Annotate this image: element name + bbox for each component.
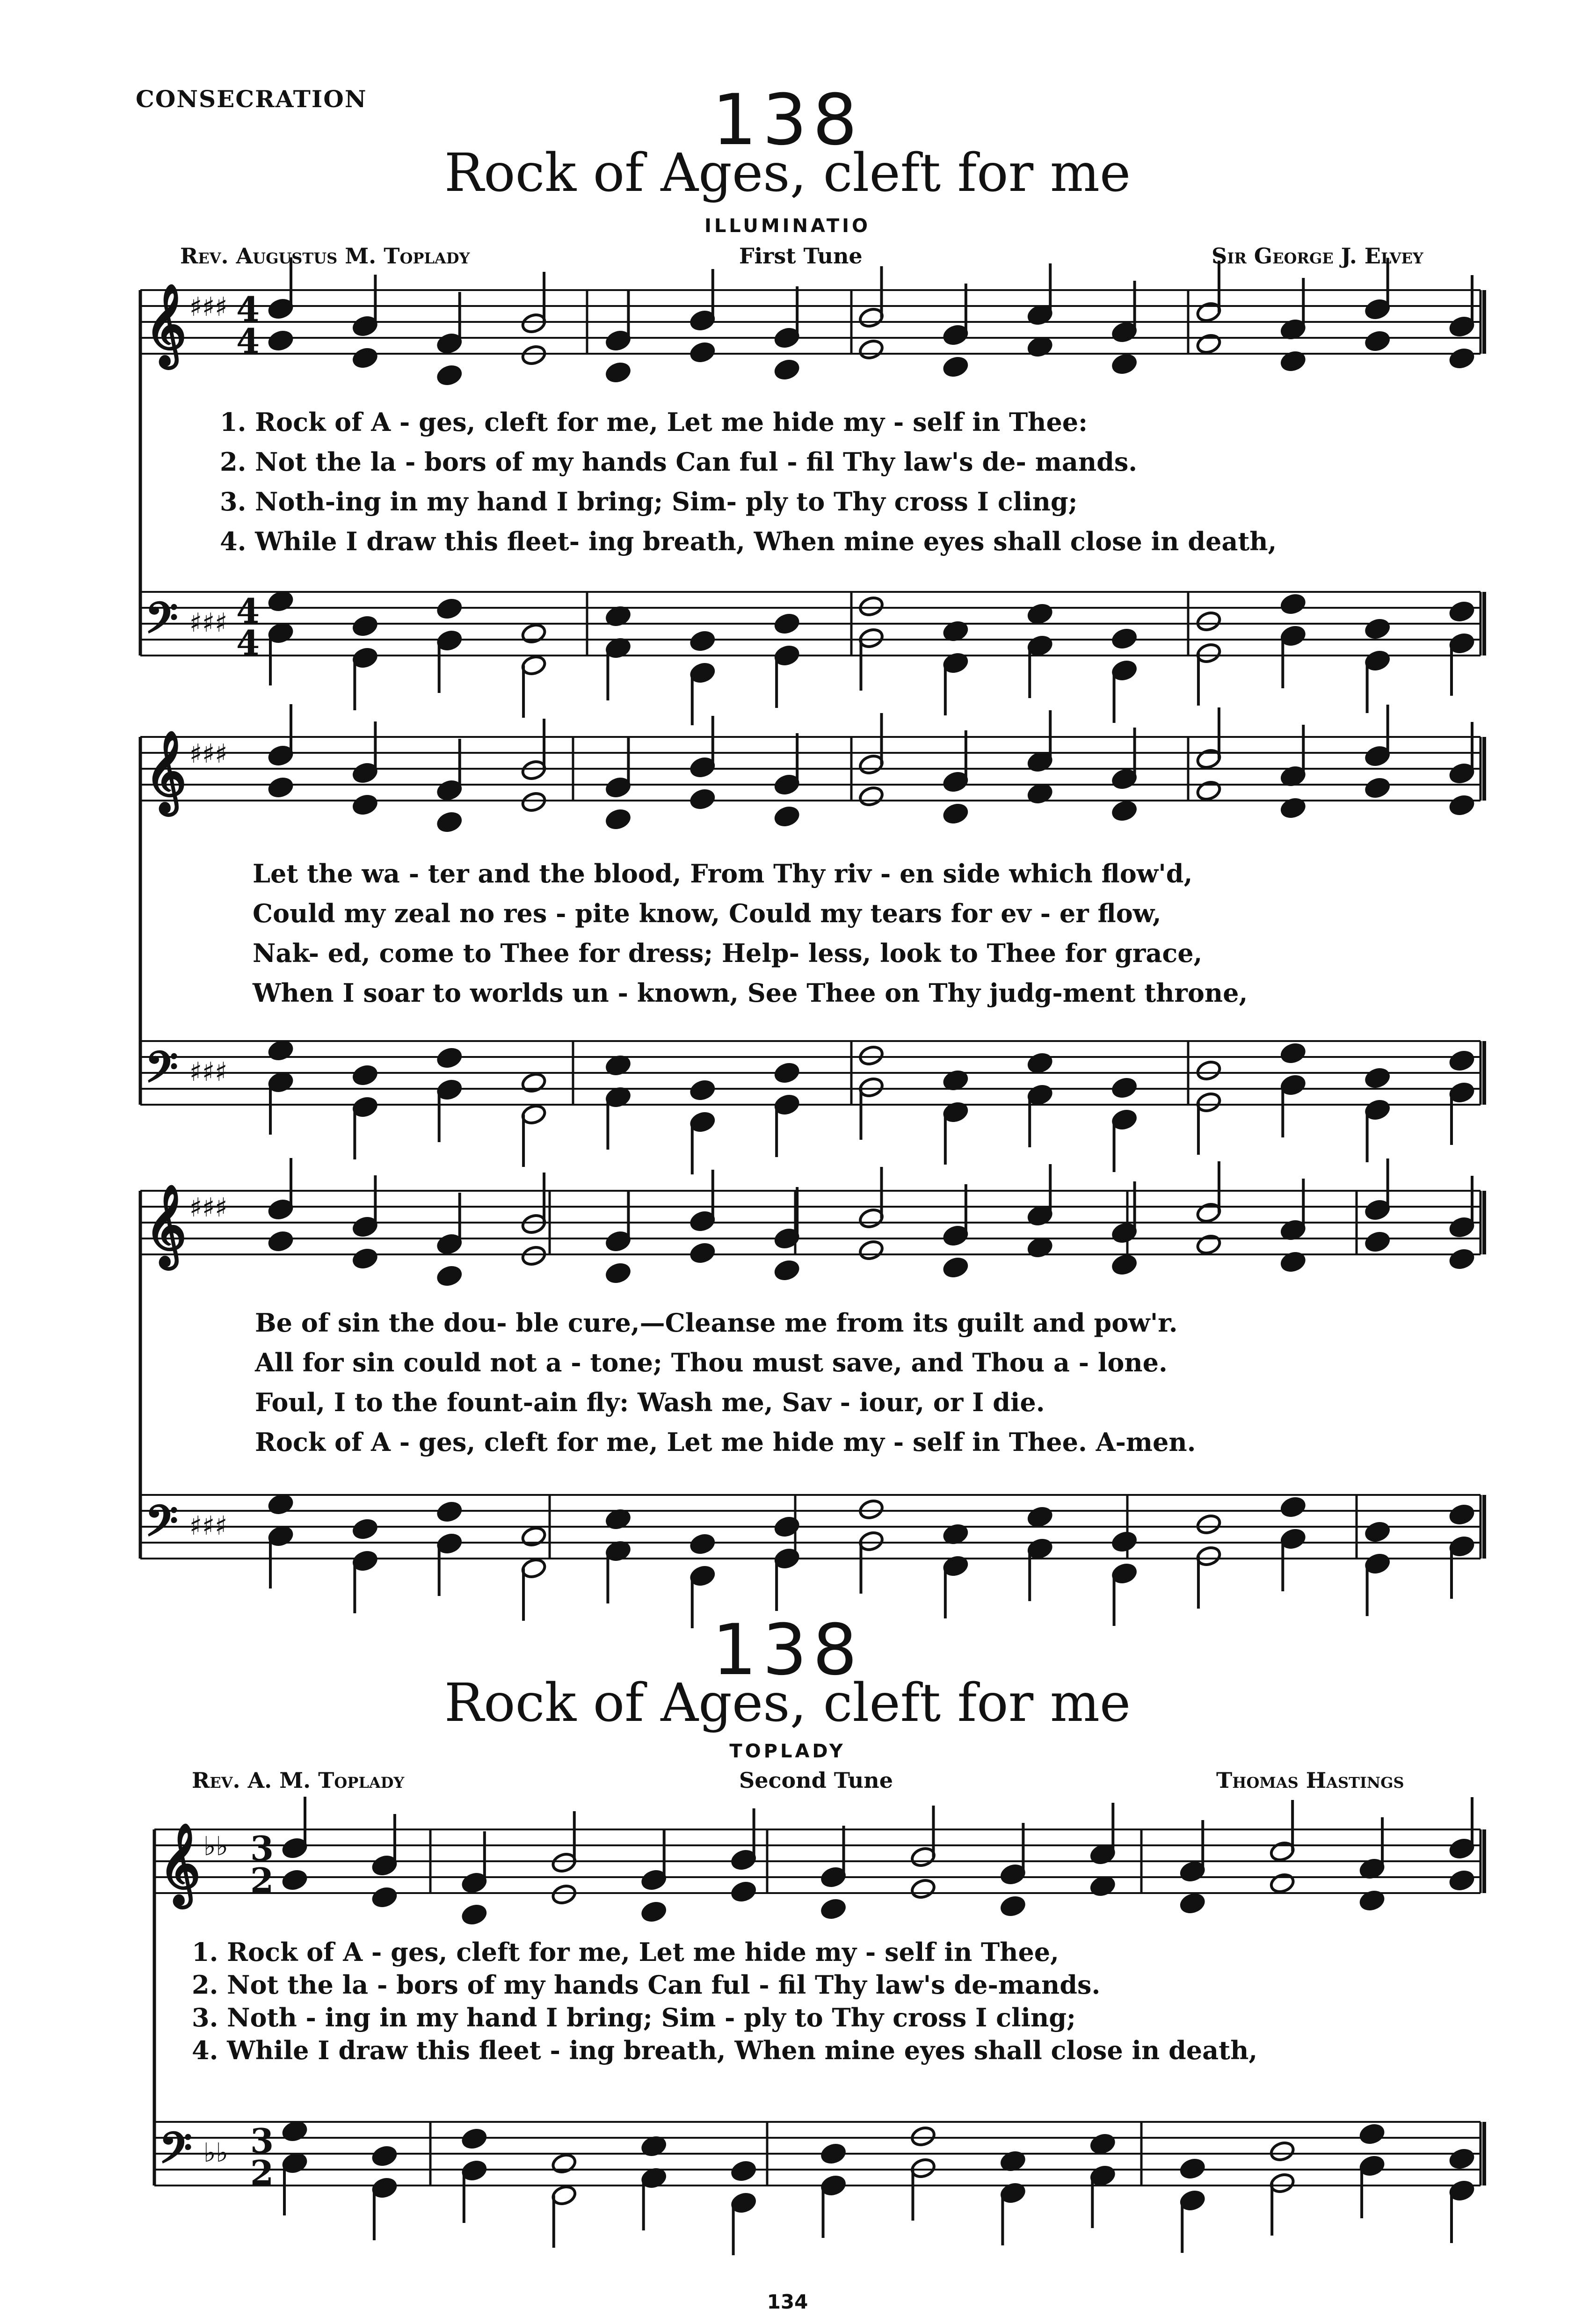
note-head [436, 1265, 463, 1287]
note-head [551, 2152, 577, 2175]
note-head [268, 590, 294, 612]
note-head [1027, 603, 1053, 625]
music-glyph: ♯♯♯ [189, 607, 228, 638]
note-head [436, 364, 463, 386]
note-head [436, 1047, 463, 1069]
music-glyph: 2 [250, 1860, 274, 1900]
note-head [1364, 1067, 1391, 1089]
music-glyph: 𝄢 [145, 1042, 178, 1102]
note-head [1089, 2133, 1116, 2155]
music-glyph: ♯♯♯ [189, 291, 228, 322]
note-head [858, 338, 885, 361]
verse-line: When I soar to worlds un - known, See Thee on Thy judg-ment throne, [253, 978, 1248, 1008]
note-head [352, 347, 378, 369]
note-head [774, 1259, 800, 1282]
note-head [1111, 800, 1138, 822]
music-glyph: 𝄞 [145, 1184, 187, 1266]
note-head [521, 622, 547, 645]
note-head [1111, 627, 1138, 650]
verse-line: 4. While I draw this fleet- ing breath, When mine eyes shall close in death, [220, 526, 1277, 556]
note-head [858, 1239, 885, 1261]
note-head [689, 341, 716, 364]
note-head [1449, 2148, 1475, 2170]
note-head [605, 1262, 631, 1284]
verse-line: 1. Rock of A - ges, cleft for me, Let me hide my - self in Thee, [192, 1937, 1059, 1967]
note-head [1364, 1521, 1391, 1543]
note-head [1196, 1059, 1222, 1082]
note-head [268, 776, 294, 799]
section-label: CONSECRATION [136, 85, 367, 113]
note-head [689, 788, 716, 810]
hymn-number-second: 138 [712, 1610, 863, 1691]
note-head [1364, 330, 1391, 352]
note-head [820, 2142, 847, 2165]
note-head [774, 1062, 800, 1084]
note-head [689, 630, 716, 652]
note-head [282, 1869, 308, 1891]
note-head [1449, 1049, 1475, 1072]
note-head [521, 1071, 547, 1094]
tune-label-second: Second Tune [739, 1768, 893, 1793]
note-head [352, 1518, 378, 1540]
note-head [640, 1901, 667, 1923]
note-head [858, 595, 885, 618]
music-glyph: ♯♯♯ [189, 1056, 228, 1087]
verse-line: 4. While I draw this fleet - ing breath, When mine eyes shall close in death, [192, 2035, 1258, 2065]
note-head [1280, 1042, 1306, 1064]
music-glyph: ♯♯♯ [189, 738, 228, 769]
note-head [1111, 353, 1138, 375]
verse-line: Rock of A - ges, cleft for me, Let me hide my - self in Thee. A-men. [255, 1427, 1196, 1457]
note-head [605, 361, 631, 384]
note-head [774, 612, 800, 635]
note-head [858, 1498, 885, 1521]
note-head [858, 1044, 885, 1067]
music-glyph: 𝄞 [145, 283, 187, 365]
verse-line: 2. Not the la - bors of my hands Can ful - fil Thy law's de- mands. [220, 447, 1138, 477]
note-head [371, 2145, 398, 2167]
note-head [1364, 777, 1391, 799]
note-head [268, 1039, 294, 1062]
note-head [1269, 2140, 1296, 2163]
note-head [1179, 1892, 1206, 1915]
verse-line: Be of sin the dou- ble cure,—Cleanse me from its guilt and pow'r. [255, 1308, 1178, 1338]
note-head [352, 1064, 378, 1086]
music-glyph: ♯♯♯ [189, 1510, 228, 1541]
note-head [1196, 610, 1222, 633]
music-glyph: 4 [236, 591, 260, 631]
note-head [820, 1898, 847, 1920]
note-head [730, 2160, 757, 2182]
verse-line: 3. Noth - ing in my hand I bring; Sim - ply to Thy cross I cling; [192, 2003, 1076, 2033]
tune-label: First Tune [739, 243, 863, 269]
note-head [1449, 347, 1475, 370]
music-glyph: 𝄞 [145, 730, 187, 812]
note-head [858, 785, 885, 808]
note-head [1027, 1052, 1053, 1074]
note-head [910, 1878, 936, 1900]
verse-line: 1. Rock of A - ges, cleft for me, Let me hide my - self in Thee: [220, 407, 1088, 437]
note-head [461, 2127, 487, 2150]
note-head [689, 1242, 716, 1264]
note-head [282, 2120, 308, 2142]
note-head [1111, 1530, 1138, 1553]
note-head [774, 805, 800, 828]
music-glyph: 3 [250, 2121, 274, 2161]
note-head [942, 802, 969, 825]
note-head [1179, 2157, 1206, 2180]
note-head [436, 1501, 463, 1523]
note-head [1196, 1513, 1222, 1536]
note-head [1359, 2123, 1386, 2145]
music-glyph: 4 [236, 321, 260, 361]
note-head [461, 1903, 487, 1926]
note-head [268, 329, 294, 352]
page-number: 134 [767, 2290, 808, 2313]
tune-name-second: TOPLADY [729, 1741, 846, 1762]
hymn-title: Rock of Ages, cleft for me [444, 143, 1131, 204]
note-head [910, 2125, 936, 2148]
note-head [1280, 593, 1306, 615]
verse-line: Could my zeal no res - pite know, Could my tears for ev - er flow, [253, 898, 1161, 928]
note-head [436, 811, 463, 833]
music-glyph: 4 [236, 623, 260, 663]
tune-name: ILLUMINATIO [704, 215, 871, 237]
note-head [1196, 1233, 1222, 1256]
note-head [1449, 1869, 1475, 1892]
verse-line: All for sin could not a - tone; Thou must save, and Thou a - lone. [255, 1348, 1168, 1377]
hymn-number: 138 [712, 80, 863, 161]
note-head [942, 1256, 969, 1279]
music-glyph: 𝄢 [145, 1496, 178, 1556]
verse-line: 3. Noth-ing in my hand I bring; Sim- ply to Thy cross I cling; [220, 487, 1078, 517]
note-head [1027, 1506, 1053, 1528]
verse-line: 2. Not the la - bors of my hands Can ful - fil Thy law's de-mands. [192, 1970, 1101, 2000]
music-glyph: 2 [250, 2153, 274, 2193]
music-glyph: 3 [250, 1829, 274, 1868]
note-head [774, 358, 800, 381]
note-head [1196, 333, 1222, 355]
note-head [521, 344, 547, 366]
note-head [521, 791, 547, 813]
note-head [605, 808, 631, 831]
note-head [352, 615, 378, 637]
note-head [1269, 1872, 1296, 1894]
note-head [551, 1883, 577, 1906]
composer-credit: Sir George J. Elvey [1212, 243, 1423, 269]
note-head [1449, 794, 1475, 816]
note-head [1449, 1503, 1475, 1526]
note-head [1000, 1895, 1026, 1917]
note-head [436, 597, 463, 620]
note-head [689, 1533, 716, 1555]
note-head [1364, 618, 1391, 640]
music-glyph: ♭♭ [203, 1831, 228, 1862]
note-head [1111, 1253, 1138, 1276]
note-head [1111, 1077, 1138, 1099]
note-head [730, 1880, 757, 1903]
composer-credit-second: Thomas Hastings [1216, 1768, 1404, 1793]
note-head [352, 1247, 378, 1270]
note-head [268, 1493, 294, 1515]
verse-line: Nak- ed, come to Thee for dress; Help- less, look to Thee for grace, [253, 938, 1203, 968]
note-head [1449, 1248, 1475, 1270]
music-glyph: 4 [236, 289, 260, 329]
note-head [942, 356, 969, 378]
note-head [521, 1525, 547, 1548]
note-head [1196, 780, 1222, 802]
note-head [352, 794, 378, 816]
note-head [1280, 1496, 1306, 1518]
note-head [371, 1886, 398, 1909]
author-credit-second: Rev. A. M. Toplady [192, 1768, 405, 1793]
note-head [689, 1079, 716, 1101]
verse-line: Let the wa - ter and the blood, From Thy riv - en side which flow'd, [253, 859, 1193, 889]
note-head [1364, 1231, 1391, 1253]
music-glyph: 𝄢 [159, 2123, 192, 2183]
note-head [521, 1245, 547, 1267]
music-glyph: ♭♭ [203, 2137, 228, 2168]
note-head [1449, 600, 1475, 623]
hymn-title-second: Rock of Ages, cleft for me [444, 1673, 1131, 1734]
music-glyph: 𝄞 [159, 1822, 201, 1905]
note-head [268, 1230, 294, 1253]
music-glyph: ♯♯♯ [189, 1192, 228, 1223]
author-credit: Rev. Augustus M. Toplady [180, 243, 470, 269]
verse-line: Foul, I to the fount-ain fly: Wash me, Sav - iour, or I die. [255, 1387, 1045, 1417]
music-glyph: 𝄢 [145, 593, 178, 653]
